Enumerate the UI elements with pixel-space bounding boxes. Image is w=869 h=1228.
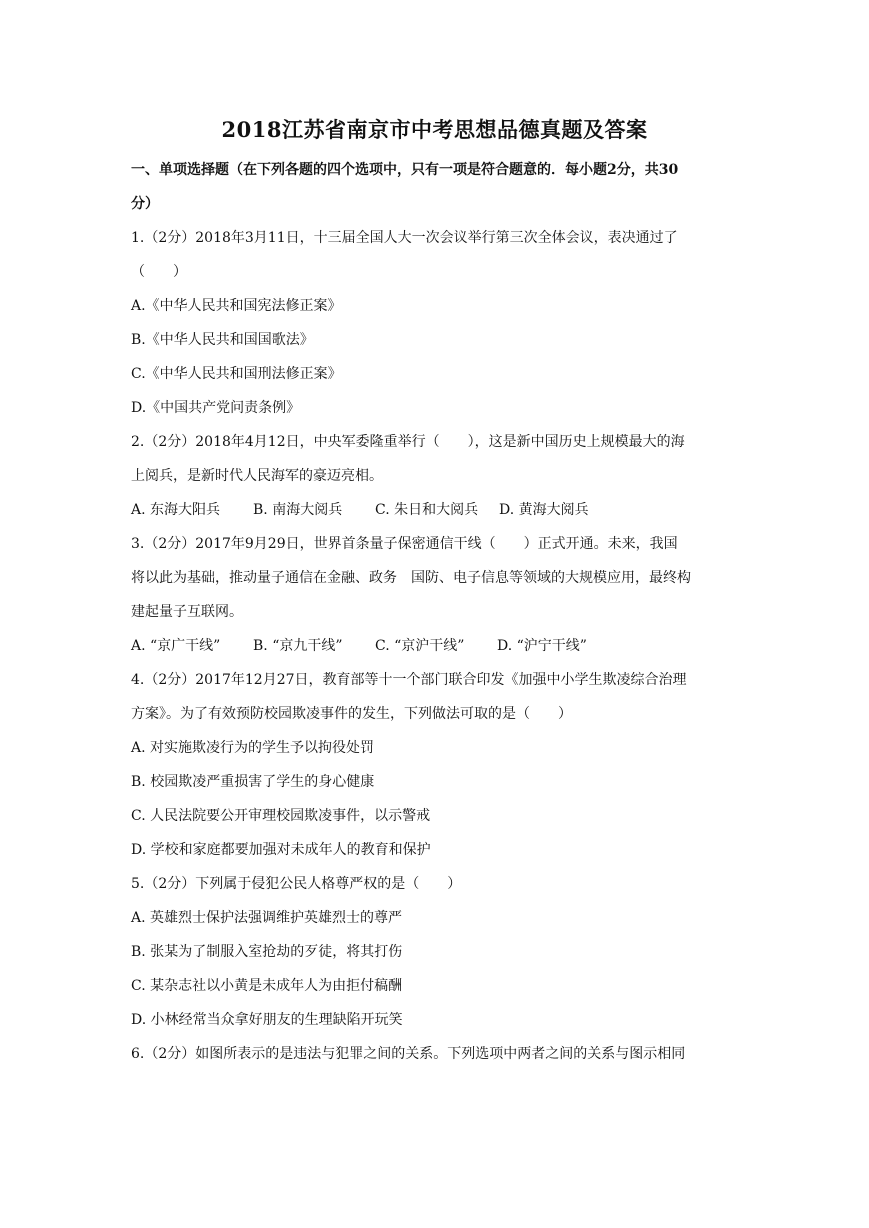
question-1-stem-line-1: 1.（2分）2018年3月11日，十三届全国人大一次会议举行第三次全体会议，表决通过了	[131, 230, 678, 246]
question-1-option-b: B.《中华人民共和国国歌法》	[131, 332, 314, 348]
question-1-option-d: D.《中国共产党问责条例》	[131, 400, 301, 416]
question-5-option-c: C. 某杂志社以小黄是未成年人为由拒付稿酬	[131, 978, 403, 994]
document-title: 2018江苏省南京市中考思想品德真题及答案	[221, 117, 648, 142]
question-2-option-b: B. 南海大阅兵	[253, 502, 343, 518]
question-2-options-row	[131, 500, 751, 520]
question-2-option-d: D. 黄海大阅兵	[499, 502, 589, 518]
question-3-option-a: A. “京广干线”	[131, 638, 221, 654]
question-3-option-c: C. “京沪干线”	[375, 638, 465, 654]
question-2-stem-line-1: 2.（2分）2018年4月12日，中央军委隆重举行（ ），这是新中国历史上规模最大的海	[131, 434, 685, 450]
question-4-option-b: B. 校园欺凌严重损害了学生的身心健康	[131, 774, 375, 790]
section-heading-line-2: 分）	[131, 196, 159, 212]
question-4-option-a: A. 对实施欺凌行为的学生予以拘役处罚	[131, 740, 375, 756]
question-4-stem-line-1: 4.（2分）2017年12月27日，教育部等十一个部门联合印发《加强中小学生欺凌综合治理	[131, 672, 687, 688]
question-6-stem-line-1: 6.（2分）如图所表示的是违法与犯罪之间的关系。下列选项中两者之间的关系与图示相同	[131, 1046, 686, 1062]
question-5-option-a: A. 英雄烈士保护法强调维护英雄烈士的尊严	[131, 910, 403, 926]
question-5-option-b: B. 张某为了制服入室抢劫的歹徒，将其打伤	[131, 944, 403, 960]
question-5-option-d: D. 小林经常当众拿好朋友的生理缺陷开玩笑	[131, 1012, 403, 1028]
question-3-stem-line-1: 3.（2分）2017年9月29日，世界首条量子保密通信干线（ ）正式开通。未来，我国	[131, 536, 678, 552]
question-3-stem-line-2: 将以此为基础，推动量子通信在金融、政务 国防、电子信息等领域的大规模应用，最终构	[131, 570, 691, 586]
question-2-stem-line-2: 上阅兵，是新时代人民海军的豪迈亮相。	[131, 468, 383, 484]
question-3-stem-line-3: 建起量子互联网。	[131, 604, 243, 620]
question-4-option-d: D. 学校和家庭都要加强对未成年人的教育和保护	[131, 842, 431, 858]
section-heading-line-1: 一、单项选择题（在下列各题的四个选项中，只有一项是符合题意的．每小题2分，共30	[131, 162, 679, 178]
question-2-option-c: C. 朱日和大阅兵	[375, 502, 479, 518]
question-1-stem-line-2: （ ）	[131, 264, 187, 280]
question-3-option-b: B. “京九干线”	[253, 638, 343, 654]
question-1-option-c: C.《中华人民共和国刑法修正案》	[131, 366, 342, 382]
question-5-stem-line-1: 5.（2分）下列属于侵犯公民人格尊严权的是（ ）	[131, 876, 462, 892]
question-3-option-d: D. “沪宁干线”	[497, 638, 587, 654]
question-1-option-a: A.《中华人民共和国宪法修正案》	[131, 298, 342, 314]
question-3-options-row	[131, 636, 751, 656]
question-2-option-a: A. 东海大阳兵	[131, 502, 221, 518]
question-4-stem-line-2: 方案》。为了有效预防校园欺凌事件的发生，下列做法可取的是（ ）	[131, 706, 572, 722]
question-4-option-c: C. 人民法院要公开审理校园欺凌事件，以示警戒	[131, 808, 431, 824]
